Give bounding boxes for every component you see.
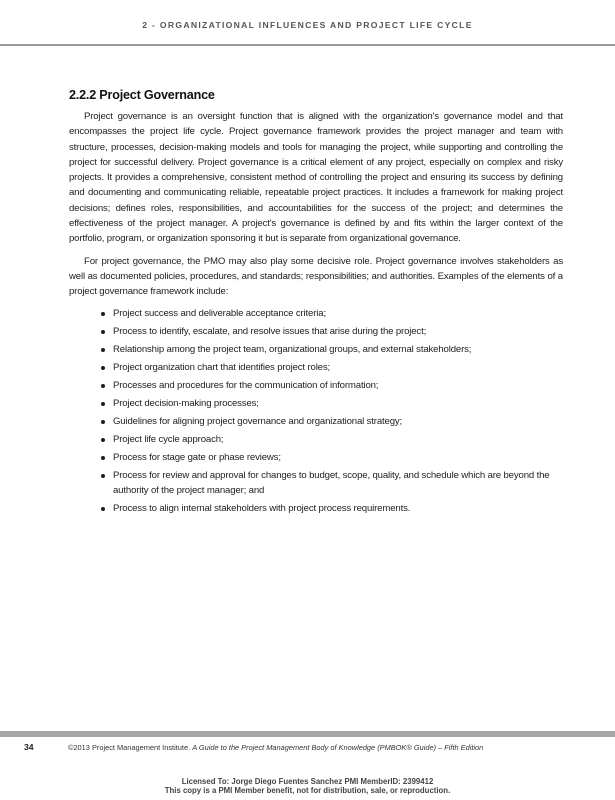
list-item-text: Process to align internal stakeholders with project process requirements. [113,503,411,515]
list-item-text: Project organization chart that identifies project roles; [113,361,331,373]
footer-divider [0,731,615,737]
list-item [101,325,563,340]
governance-elements-list [69,307,563,517]
section-title: 2.2.2 Project Governance [69,88,215,102]
bullet-icon [101,474,105,478]
list-item [101,379,563,394]
list-item-text: Process to identify, escalate, and resolve issues that arise during the project; [113,325,427,337]
list-item-text: Project decision-making processes; [113,398,259,410]
license-watermark [0,778,615,795]
page-number: 34 [24,742,34,752]
book-title: A Guide to the Project Management Body of Knowledge (PMBOK® Guide) – Fifth Edition [192,743,484,752]
chapter-header-title: 2 - ORGANIZATIONAL INFLUENCES AND PROJECT LIFE CYCLE [142,20,473,30]
list-item-text: Process for review and approval for changes to budget, scope, quality, and schedule which are beyond the authority of the project manager; and [113,470,550,496]
bullet-icon [101,456,105,460]
license-line-2: This copy is a PMI Member benefit, not for distribution, sale, or reproduction. [164,785,451,795]
list-item [101,307,563,322]
page-content [69,88,563,520]
running-header [0,0,615,46]
list-item-text: Project life cycle approach; [113,434,224,446]
bullet-icon [101,366,105,370]
copyright-prefix: ©2013 Project Management Institute. [68,743,191,752]
list-item-text: Guidelines for aligning project governance and organizational strategy; [113,416,403,428]
bullet-icon [101,348,105,352]
bullet-icon [101,312,105,316]
list-item-text: Processes and procedures for the communication of information; [113,379,379,391]
list-item [101,397,563,412]
list-item-text: Project success and deliverable acceptance criteria; [113,307,326,319]
list-item-text: Relationship among the project team, organizational groups, and external stakeholders; [113,343,472,355]
bullet-icon [101,402,105,406]
bullet-icon [101,420,105,424]
bullet-icon [101,507,105,511]
list-item [101,415,563,430]
list-item [101,361,563,376]
copyright-notice [68,743,483,752]
bullet-icon [101,330,105,334]
bullet-icon [101,438,105,442]
list-item [101,502,563,517]
bullet-icon [101,384,105,388]
list-item [101,343,563,358]
license-line-1: Licensed To: Jorge Diego Fuentes Sanchez PMI MemberID: 2399412 [181,777,434,786]
paragraph-governance-elements: For project governance, the PMO may also play some decisive role. Project governance involves stakeholders as well as documented policies, procedures, and standards; responsibilities; and authorities. Examples of the elements of a project governance framework include: [69,255,563,298]
paragraph-governance-definition: Project governance is an oversight function that is aligned with the organization's governance model and that encompasses the project life cycle. Project governance framework provides the project manager and team with structure, processes, decision-making models and tools for managing the project, while supporting and controlling the project for successful delivery. Project governance is a critical element of any project, especially on complex and risky projects. It provides a comprehensive, consistent method of controlling the project and ensuring its success by defining and documenting and communicating reliable, repeatable project practices. It includes a framework for making project decisions; defines roles, responsibilities, and accountabilities for the success of the project; and determines the effectiveness of the project manager. A project's governance is defined by and fits within the larger context of the portfolio, program, or organization sponsoring it but is separate from organizational governance. [69,111,563,245]
list-item [101,433,563,448]
list-item [101,469,563,498]
list-item [101,451,563,466]
list-item-text: Process for stage gate or phase reviews; [113,452,281,464]
